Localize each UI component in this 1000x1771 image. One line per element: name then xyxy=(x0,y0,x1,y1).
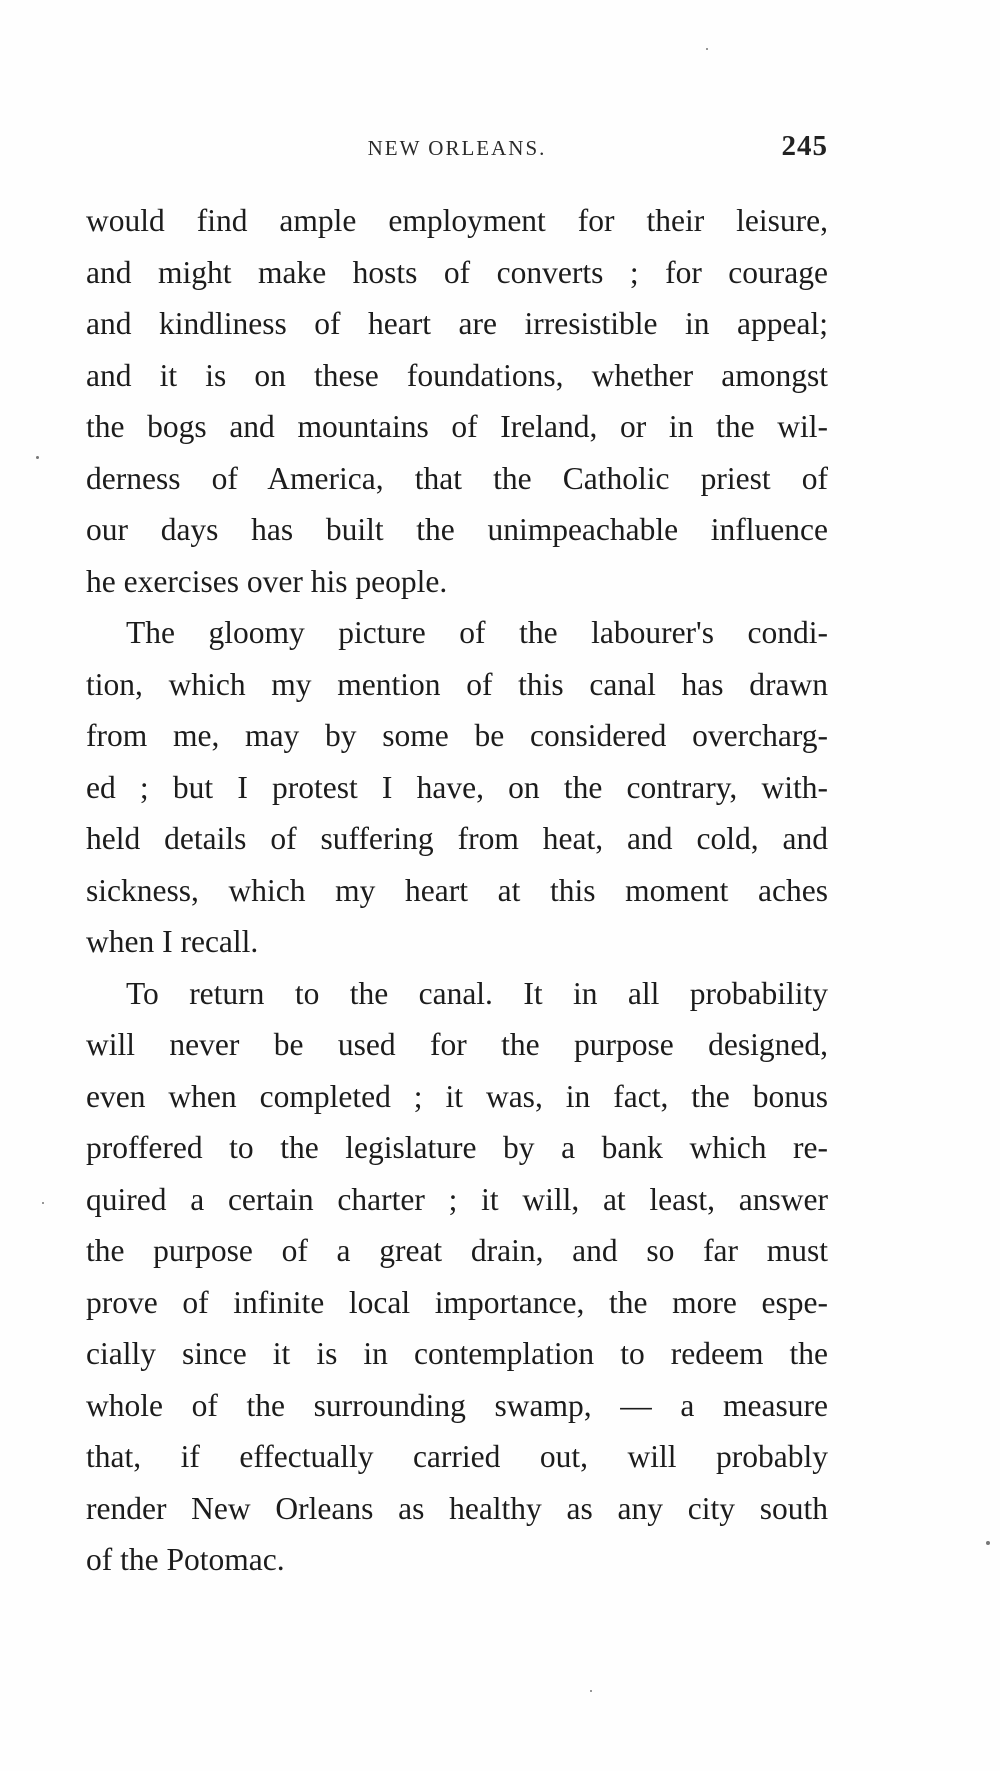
paper-speck xyxy=(36,456,39,459)
page-number: 245 xyxy=(781,130,828,162)
text-line: the purpose of a great drain, and so far must xyxy=(86,1233,828,1268)
text-line: prove of infinite local importance, the more espe- xyxy=(86,1284,828,1320)
text-line: that, if effectually carried out, will probably xyxy=(86,1439,828,1474)
text-line: will never be used for the purpose designed, xyxy=(86,1027,828,1062)
text-line: cially since it is in contemplation to redeem the xyxy=(86,1336,828,1371)
paper-speck xyxy=(706,48,708,50)
paragraph xyxy=(86,195,828,607)
running-head: NEW ORLEANS. xyxy=(367,136,547,160)
text-line: derness of America, that the Catholic priest of xyxy=(86,460,828,496)
text-line: when I recall. xyxy=(86,924,259,959)
paragraph xyxy=(86,968,828,1586)
text-line: and kindliness of heart are irresistible in appeal; xyxy=(86,306,828,341)
paper-speck xyxy=(42,1202,44,1204)
text-line: ed ; but I protest I have, on the contrary, with- xyxy=(86,769,828,805)
text-line: sickness, which my heart at this moment aches xyxy=(86,872,828,908)
text-line: and might make hosts of converts ; for courage xyxy=(86,254,828,290)
text-line: of the Potomac. xyxy=(86,1542,285,1577)
text-line: the bogs and mountains of Ireland, or in the wil- xyxy=(86,409,828,444)
text-line: whole of the surrounding swamp, — a measure xyxy=(86,1387,828,1423)
page-header xyxy=(86,130,828,170)
text-line: render New Orleans as healthy as any city south xyxy=(86,1490,828,1526)
text-line: our days has built the unimpeachable influence xyxy=(86,512,828,547)
text-line: held details of suffering from heat, and cold, and xyxy=(86,821,828,856)
text-line: and it is on these foundations, whether amongst xyxy=(86,357,828,393)
text-line: even when completed ; it was, in fact, the bonus xyxy=(86,1078,828,1114)
text-line: quired a certain charter ; it will, at least, answer xyxy=(86,1181,828,1217)
text-line: The gloomy picture of the labourer's condi- xyxy=(126,615,828,650)
text-line: proffered to the legislature by a bank which re- xyxy=(86,1130,828,1165)
text-line: To return to the canal. It in all probability xyxy=(126,975,828,1011)
paper-speck xyxy=(986,1541,990,1545)
text-line: tion, which my mention of this canal has drawn xyxy=(86,666,828,702)
body-text xyxy=(86,195,828,1586)
text-line: he exercises over his people. xyxy=(86,563,448,599)
paper-speck xyxy=(590,1690,592,1692)
text-line: would find ample employment for their leisure, xyxy=(86,203,828,238)
text-line: from me, may by some be considered overcharg- xyxy=(86,718,828,753)
paragraph xyxy=(86,607,828,968)
